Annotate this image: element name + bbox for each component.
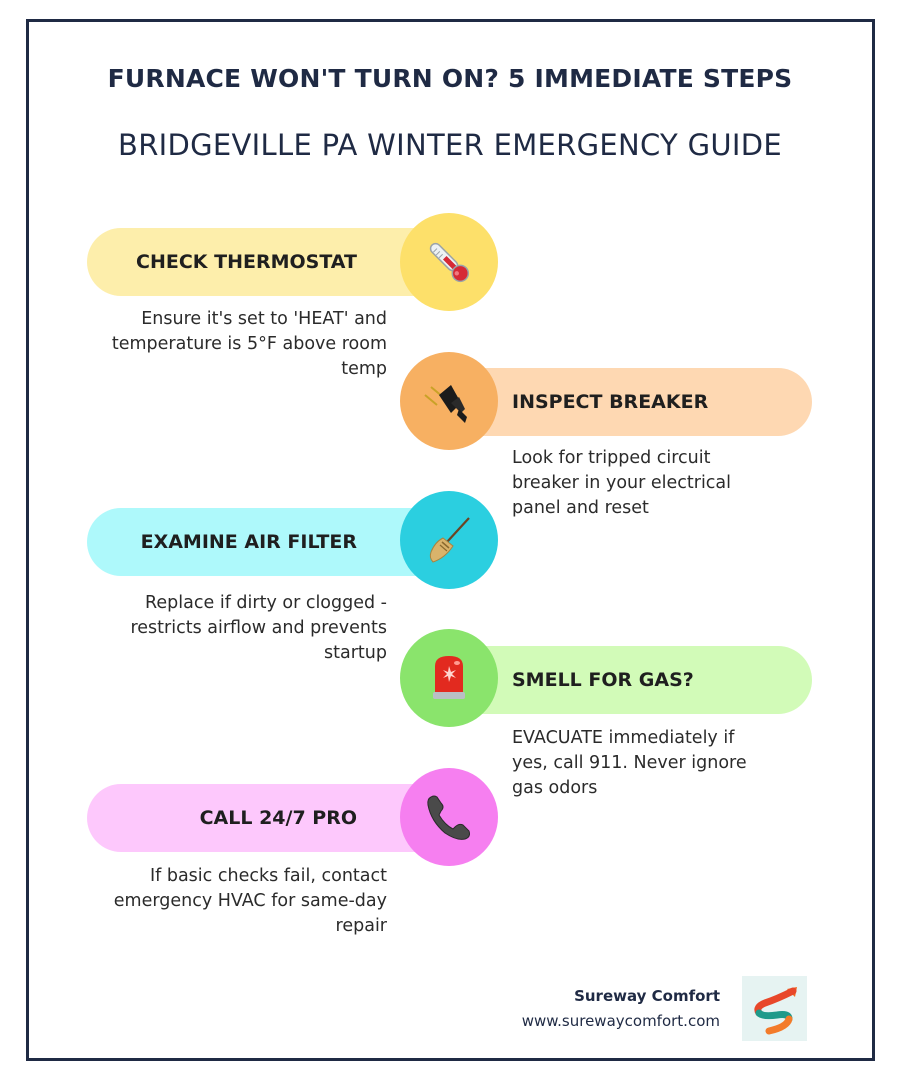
step-1-icon-badge bbox=[400, 213, 498, 311]
telephone-receiver-icon bbox=[421, 789, 477, 845]
step-3-description: Replace if dirty or clogged - restricts airflow and prevents startup bbox=[130, 593, 387, 663]
step-4-icon-badge bbox=[400, 629, 498, 727]
thermometer-icon bbox=[421, 234, 477, 290]
brand-website-link[interactable]: www.surewaycomfort.com bbox=[521, 1012, 720, 1030]
step-5-description: If basic checks fail, contact emergency HVAC for same-day repair bbox=[113, 866, 387, 936]
siren-light-icon bbox=[421, 650, 477, 706]
step-5-title: CALL 24/7 PRO bbox=[199, 807, 357, 829]
step-4-title: SMELL FOR GAS? bbox=[512, 669, 694, 691]
page-subtitle: BRIDGEVILLE PA WINTER EMERGENCY GUIDE bbox=[118, 128, 782, 162]
step-4-description: EVACUATE immediately if yes, call 911. Never ignore gas odors bbox=[512, 728, 747, 798]
electric-plug-icon bbox=[421, 373, 477, 429]
page-title: FURNACE WON'T TURN ON? 5 IMMEDIATE STEPS bbox=[107, 64, 793, 93]
step-3-title: EXAMINE AIR FILTER bbox=[140, 531, 357, 553]
step-2-title: INSPECT BREAKER bbox=[512, 391, 709, 413]
broom-icon bbox=[421, 512, 477, 568]
step-2-description: Look for tripped circuit breaker in your electrical panel and reset bbox=[512, 448, 732, 518]
step-2-icon-badge bbox=[400, 352, 498, 450]
sureway-logo-icon bbox=[742, 976, 807, 1041]
step-3-icon-badge bbox=[400, 491, 498, 589]
step-5-icon-badge bbox=[400, 768, 498, 866]
step-1-description: Ensure it's set to 'HEAT' and temperature is 5°F above room temp bbox=[111, 309, 387, 379]
brand-name: Sureway Comfort bbox=[574, 987, 720, 1005]
step-1-title: CHECK THERMOSTAT bbox=[136, 251, 357, 273]
